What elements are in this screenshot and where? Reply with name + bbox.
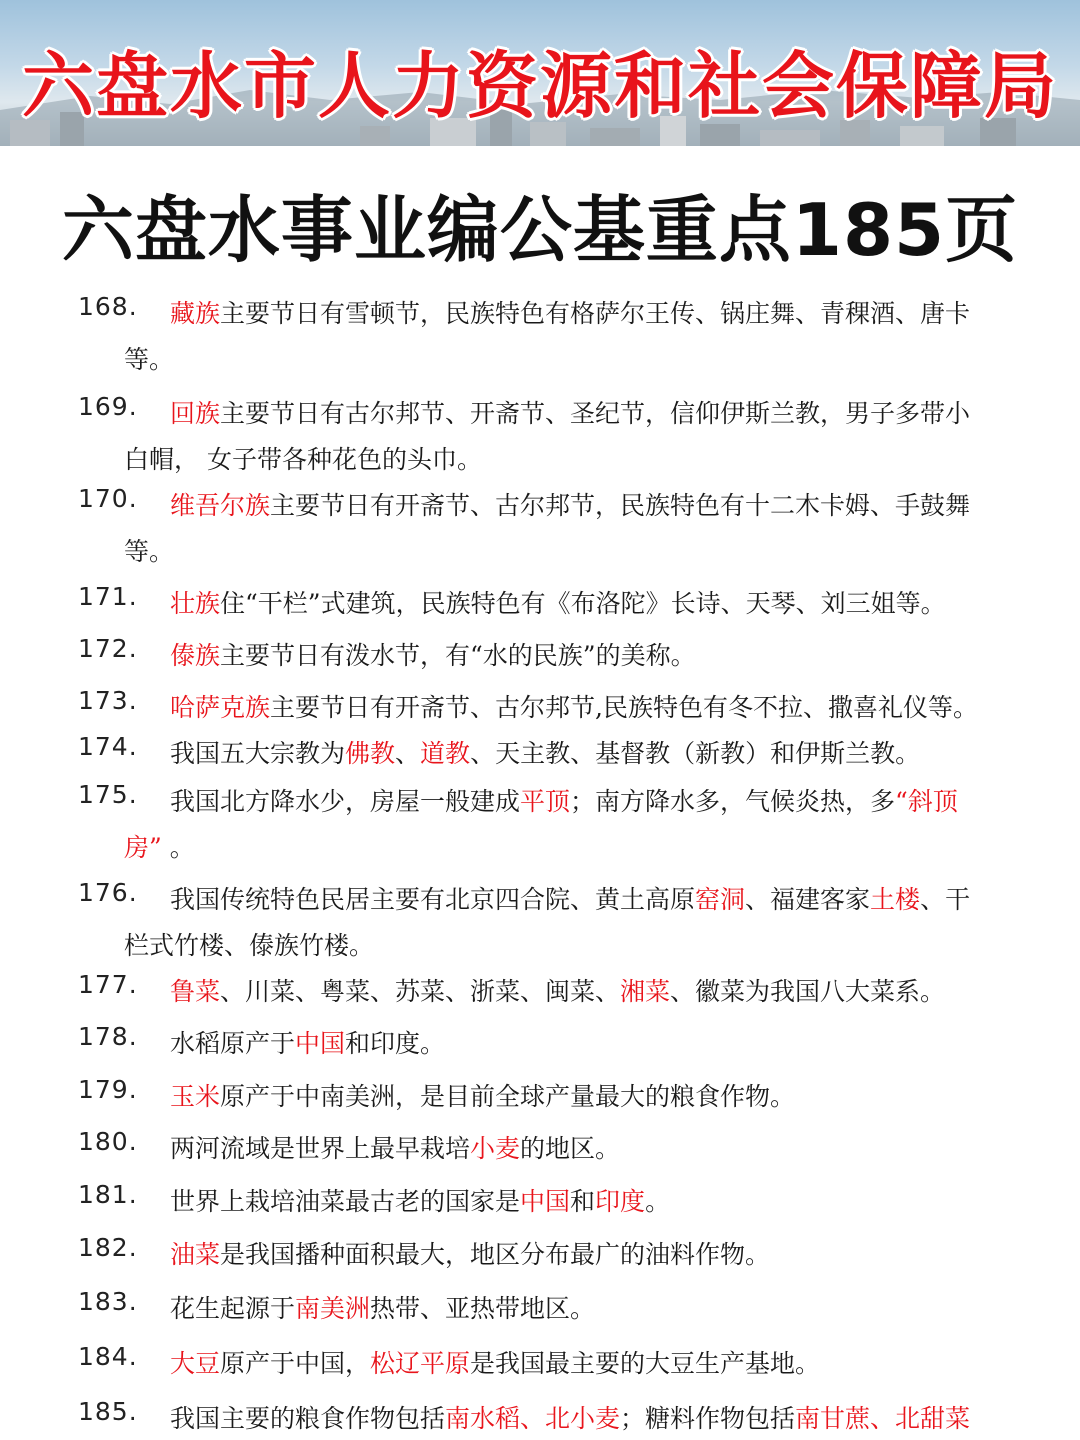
body-text: 世界上栽培油菜最古老的国家是	[170, 1187, 521, 1216]
body-text: 两河流域是世界上最早栽培	[170, 1134, 471, 1163]
body-text: 。	[161, 833, 195, 862]
highlight-text: 玉米	[170, 1082, 221, 1111]
body-text: 和印度。	[345, 1029, 446, 1058]
highlight-text: 土楼	[870, 885, 921, 914]
highlight-text: 南美洲	[295, 1294, 371, 1323]
item-text-line	[124, 532, 964, 568]
item-number: 172.	[78, 634, 138, 663]
body-text: 热带、亚热带地区。	[370, 1294, 596, 1323]
body-text: 住“干栏”式建筑，民族特色有《布洛陀》长诗、天琴、刘三姐等。	[220, 589, 946, 618]
body-text: 我国五大宗教为	[170, 739, 346, 768]
body-text: 我国北方降水少，房屋一般建成	[170, 787, 521, 816]
body-text: 花生起源于	[170, 1294, 296, 1323]
item-number: 182.	[78, 1233, 138, 1262]
item-number: 183.	[78, 1287, 138, 1316]
highlight-text: 傣族	[170, 641, 221, 670]
highlight-text: 中国	[295, 1029, 346, 1058]
item-number: 178.	[78, 1022, 138, 1051]
banner-title: 六盘水市人力资源和社会保障局	[21, 44, 1058, 128]
item-text-line	[170, 880, 1010, 916]
item-text-line	[170, 1129, 1010, 1165]
body-text: 水稻原产于	[170, 1029, 296, 1058]
item-text-line	[170, 972, 1010, 1008]
highlight-text: 回族	[170, 399, 221, 428]
item-number: 179.	[78, 1075, 138, 1104]
body-text: 主要节日有开斋节、古尔邦节,民族特色有冬不拉、撒喜礼仪等。	[270, 693, 978, 722]
highlight-text: 维吾尔族	[170, 491, 271, 520]
item-text-line	[170, 1399, 1010, 1435]
highlight-text: 小麦	[470, 1134, 521, 1163]
highlight-text: 鲁菜	[170, 977, 221, 1006]
body-text: 原产于中南美洲，是目前全球产量最大的粮食作物。	[220, 1082, 796, 1111]
item-number: 181.	[78, 1180, 138, 1209]
highlight-text: 壮族	[170, 589, 221, 618]
item-number: 177.	[78, 970, 138, 999]
item-text-line	[170, 1182, 1010, 1218]
item-text-line	[170, 294, 1010, 330]
item-text-line	[170, 636, 1010, 672]
highlight-text: 平顶	[520, 787, 571, 816]
item-number: 169.	[78, 392, 138, 421]
item-number: 173.	[78, 686, 138, 715]
body-text: 白帽， 女子带各种花色的头巾。	[124, 445, 482, 474]
item-number: 184.	[78, 1342, 138, 1371]
highlight-text: “斜顶	[895, 787, 958, 816]
body-text: 主要节日有古尔邦节、开斋节、圣纪节，信仰伊斯兰教，男子多带小	[220, 399, 971, 428]
item-number: 185.	[78, 1397, 138, 1426]
highlight-text: 油菜	[170, 1240, 221, 1269]
highlight-text: 窑洞	[695, 885, 746, 914]
body-text: 、福建客家	[745, 885, 871, 914]
body-text: 我国传统特色民居主要有北京四合院、黄土高原	[170, 885, 696, 914]
document-title: 六盘水事业编公基重点185页	[61, 188, 1019, 272]
body-text: 和	[570, 1187, 596, 1216]
body-text: 主要节日有泼水节，有“水的民族”的美称。	[220, 641, 696, 670]
body-text: 。	[645, 1187, 671, 1216]
body-text: 主要节日有雪顿节，民族特色有格萨尔王传、锅庄舞、青稞酒、唐卡	[220, 299, 971, 328]
item-number: 168.	[78, 292, 138, 321]
item-number: 180.	[78, 1127, 138, 1156]
highlight-text: 大豆	[170, 1349, 221, 1378]
item-number: 176.	[78, 878, 138, 907]
highlight-text: 南甘蔗、北甜菜	[795, 1404, 971, 1433]
item-number: 174.	[78, 732, 138, 761]
body-text: ；南方降水多，气候炎热，多	[570, 787, 896, 816]
body-text: 、徽菜为我国八大菜系。	[670, 977, 946, 1006]
item-number: 170.	[78, 484, 138, 513]
body-text: 我国主要的粮食作物包括	[170, 1404, 446, 1433]
highlight-text: 房”	[124, 833, 162, 862]
body-text: 主要节日有开斋节、古尔邦节，民族特色有十二木卡姆、手鼓舞	[270, 491, 971, 520]
item-number: 171.	[78, 582, 138, 611]
body-text: 栏式竹楼、傣族竹楼。	[124, 931, 375, 960]
body-text: 等。	[124, 537, 175, 566]
item-text-line	[170, 1344, 1010, 1380]
item-text-line	[170, 1024, 1010, 1060]
highlight-text: 南水稻、北小麦	[445, 1404, 621, 1433]
item-text-line	[170, 584, 1010, 620]
body-text: 的地区。	[520, 1134, 621, 1163]
highlight-text: 松辽平原	[370, 1349, 471, 1378]
highlight-text: 哈萨克族	[170, 693, 271, 722]
item-text-line	[170, 734, 1010, 770]
item-text-line	[124, 340, 964, 376]
highlight-text: 印度	[595, 1187, 646, 1216]
body-text: 等。	[124, 345, 175, 374]
item-text-line	[124, 828, 964, 864]
item-number: 175.	[78, 780, 138, 809]
body-text: 、干	[920, 885, 971, 914]
highlight-text: 道教	[420, 739, 471, 768]
item-text-line	[170, 782, 1010, 818]
highlight-text: 佛教	[345, 739, 396, 768]
item-text-line	[170, 1235, 1010, 1271]
body-text: 、	[395, 739, 421, 768]
body-text: 是我国最主要的大豆生产基地。	[470, 1349, 821, 1378]
item-text-line	[170, 1289, 1010, 1325]
body-text: 、天主教、基督教（新教）和伊斯兰教。	[470, 739, 921, 768]
highlight-text: 湘菜	[620, 977, 671, 1006]
body-text: 、川菜、粤菜、苏菜、浙菜、闽菜、	[220, 977, 621, 1006]
highlight-text: 藏族	[170, 299, 221, 328]
item-text-line	[170, 1077, 1010, 1113]
item-text-line	[170, 486, 1010, 522]
body-text: ；糖料作物包括	[620, 1404, 796, 1433]
item-text-line	[170, 688, 1010, 724]
item-text-line	[124, 926, 964, 962]
highlight-text: 中国	[520, 1187, 571, 1216]
item-text-line	[124, 440, 964, 476]
body-text: 原产于中国，	[220, 1349, 371, 1378]
body-text: 是我国播种面积最大，地区分布最广的油料作物。	[220, 1240, 771, 1269]
item-text-line	[170, 394, 1010, 430]
